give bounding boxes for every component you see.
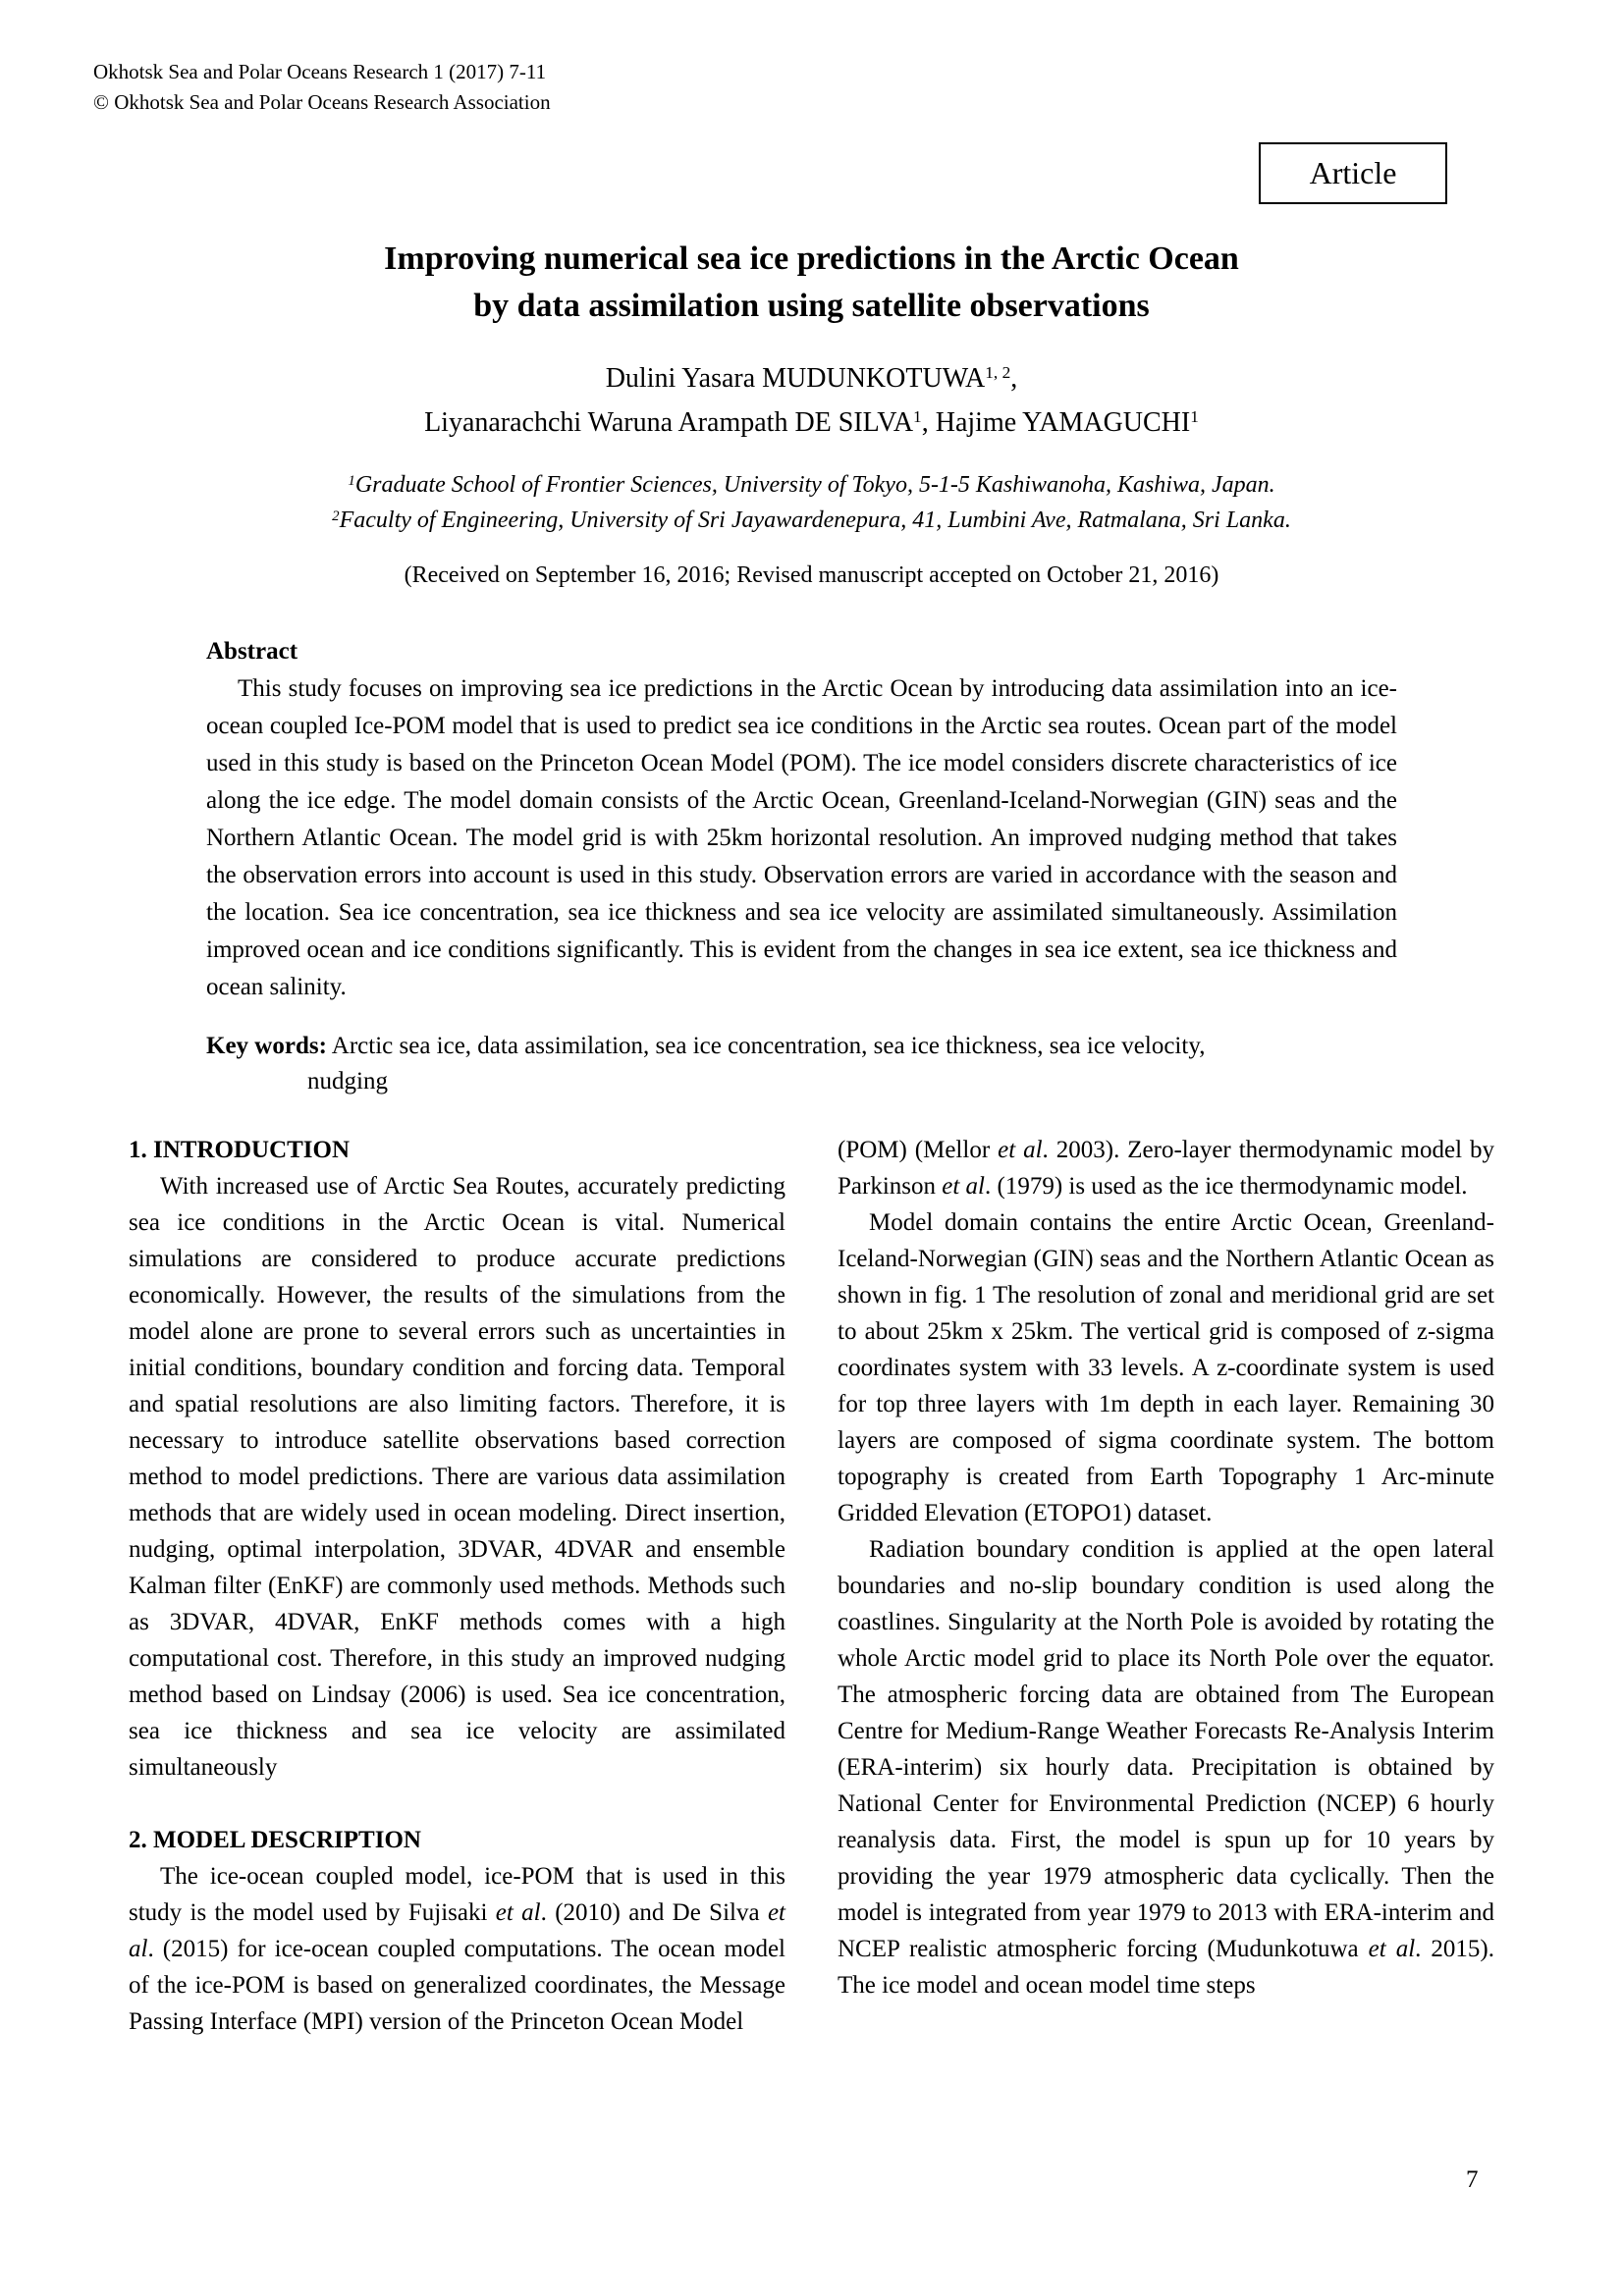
article-type-label: Article: [1309, 155, 1397, 190]
keywords-line2: nudging: [307, 1068, 388, 1095]
article-type-badge: [1259, 142, 1447, 204]
abstract-text: This study focuses on improving sea ice predictions in the Arctic Ocean by introducing data assimilation into an ice-ocean coupled Ice-POM model that is used to predict sea ice conditions in the Arctic sea routes. Ocean part of the model used in this study is based on the Princeton Ocean Model (POM). The ice model considers discrete characteristics of ice along the ice edge. The model domain consists of the Arctic Ocean, Greenland-Iceland-Norwegian (GIN) seas and the Northern Atlantic Ocean. The model grid is with 25km horizontal resolution. An improved nudging method that takes the observation errors into account is used in this study. Observation errors are varied in accordance with the season and the location. Sea ice concentration, sea ice thickness and sea ice velocity are assimilated simultaneously. Assimilation improved ocean and ice conditions significantly. This is evident from the changes in sea ice extent, sea ice thickness and ocean salinity.: [206, 675, 1397, 1000]
paper-title-line1: Improving numerical sea ice predictions in the Arctic Ocean: [384, 240, 1239, 277]
right-column-paragraph-3: Radiation boundary condition is applied at the open lateral boundaries and no-slip boundary condition is used along the coastlines. Singularity at the North Pole is avoided by rotating the whole Arctic model grid to place its North Pole over the equator. The atmospheric forcing data are obtained from The European Centre for Medium-Range Weather Forecasts Re-Analysis Interim (ERA-interim) six hourly data. Precipitation is obtained by National Center for Environmental Prediction (NCEP) 6 hourly reanalysis data. First, the model is spun up for 10 years by providing the year 1979 atmospheric data cyclically. Then the model is integrated from year 1979 to 2013 with ERA-interim and NCEP realistic atmospheric forcing (Mudunkotuwa et al. 2015). The ice model and ocean model time steps: [838, 1536, 1495, 1999]
right-column: [838, 1132, 1494, 2040]
affiliation-2: $^2$Faculty of Engineering, University of Sri Jayawardenepura, 41, Lumbini Ave, Ratmalana, Sri Lanka.: [332, 507, 1291, 533]
received-note: (Received on September 16, 2016; Revised manuscript accepted on October 21, 2016): [404, 562, 1219, 588]
journal-header: [93, 57, 551, 118]
author-line-2: Liyanarachchi Waruna Arampath DE SILVA$^1$, Hajime YAMAGUCHI$^1$: [424, 407, 1199, 438]
right-column-paragraph-2: Model domain contains the entire Arctic Ocean, Greenland-Iceland-Norwegian (GIN) seas and the Northern Atlantic Ocean as shown in fig. 1 The resolution of zonal and meridional grid are set to about 25km x 25km. The vertical grid is composed of z-sigma coordinates system with 33 levels. A z-coordinate system is used for top three layers with 1m depth in each layer. Remaining 30 layers are composed of sigma coordinate system. The bottom topography is created from Earth Topography 1 Arc-minute Gridded Elevation (ETOPO1) dataset.: [838, 1209, 1494, 1526]
page-number: 7: [1466, 2166, 1479, 2193]
right-column-paragraph-1: (POM) (Mellor et al. 2003). Zero-layer thermodynamic model by Parkinson et al. (1979) is used as the ice thermodynamic model.: [838, 1137, 1494, 1200]
affiliations-block: [0, 469, 1623, 540]
keywords-block: [206, 1029, 1498, 1099]
paper-title-line2: by data assimilation using satellite observations: [473, 288, 1150, 324]
affiliation-1: $^1$Graduate School of Frontier Sciences, University of Tokyo, 5-1-5 Kashiwanoha, Kashiwa, Japan.: [348, 472, 1275, 498]
author-line-1: Dulini Yasara MUDUNKOTUWA$^{1, 2}$,: [605, 363, 1018, 394]
abstract-section: [206, 633, 1397, 1006]
journal-copyright-line: © Okhotsk Sea and Polar Oceans Research Association: [93, 90, 551, 114]
left-column: [129, 1132, 785, 2040]
section-2-paragraph: The ice-ocean coupled model, ice-POM that is used in this study is the model used by Fujisaki et al. (2010) and De Silva et al. (2015) for ice-ocean coupled computations. The ocean model of the ice-POM is based on generalized coordinates, the Message Passing Interface (MPI) version of the Princeton Ocean Model: [129, 1863, 785, 2035]
section-2-heading: 2. MODEL DESCRIPTION: [129, 1827, 421, 1853]
section-1-paragraph: With increased use of Arctic Sea Routes, accurately predicting sea ice conditions in the Arctic Ocean is vital. Numerical simulations are considered to produce accurate predictions economically. However, the results of the simulations from the model alone are prone to several errors such as uncertainties in initial conditions, boundary condition and forcing data. Temporal and spatial resolutions are also limiting factors. Therefore, it is necessary to introduce satellite observations based correction method to model predictions. There are various data assimilation methods that are widely used in ocean modeling. Direct insertion, nudging, optimal interpolation, 3DVAR, 4DVAR and ensemble Kalman filter (EnKF) are commonly used methods. Methods such as 3DVAR, 4DVAR, EnKF methods comes with a high computational cost. Therefore, in this study an improved nudging method based on Lindsay (2006) is used. Sea ice concentration, sea ice thickness and sea ice velocity are assimilated simultaneously: [129, 1173, 785, 1781]
abstract-heading: Abstract: [206, 638, 298, 665]
keywords-label: Key words:: [206, 1033, 327, 1059]
section-1-heading: 1. INTRODUCTION: [129, 1137, 351, 1163]
body-columns: [129, 1132, 1497, 2040]
journal-title-line: Okhotsk Sea and Polar Oceans Research 1 (2017) 7-11: [93, 60, 547, 83]
keywords-line1: Arctic sea ice, data assimilation, sea ice concentration, sea ice thickness, sea ice velocity,: [331, 1033, 1206, 1059]
paper-title: [0, 236, 1623, 330]
authors-block: [0, 358, 1623, 447]
